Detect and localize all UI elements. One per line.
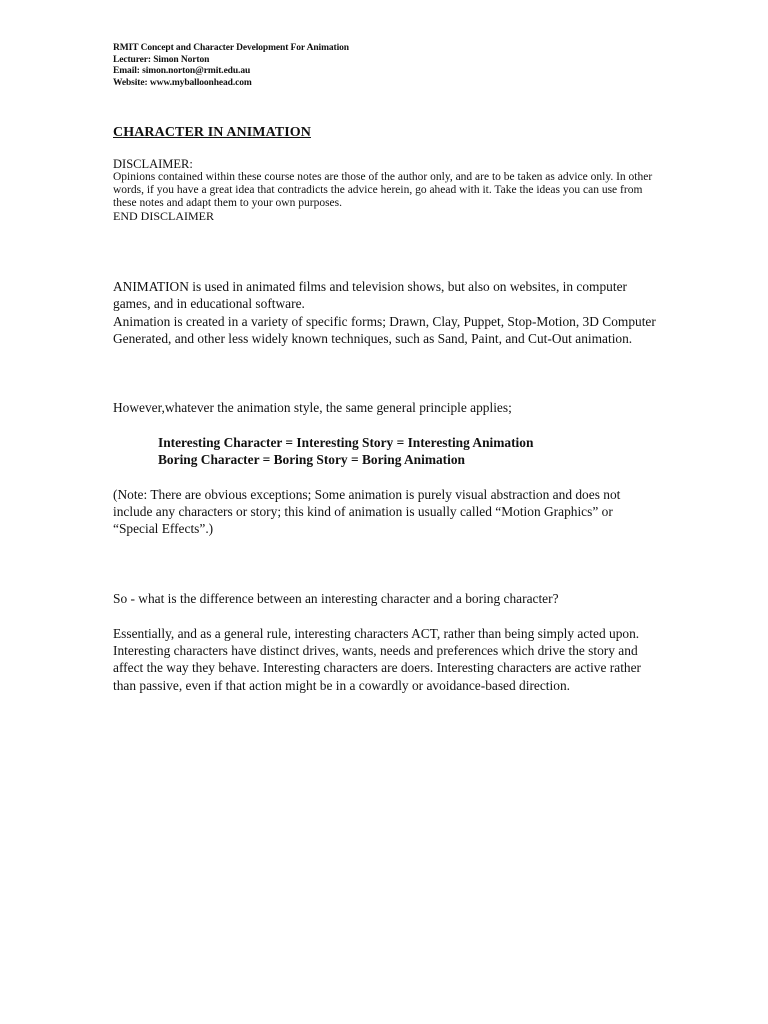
disclaimer-body: Opinions contained within these course notes are those of the author only, and are to be taken as advice only. In other words, if you have a great idea that contradicts the advice herein, go ahead with it. Take the ideas you can use from these notes and adapt them to your own purposes. (113, 171, 653, 209)
lecturer-line: Lecturer: Simon Norton (113, 54, 210, 65)
document-header (113, 43, 349, 89)
disclaimer-block (113, 158, 653, 223)
website-line: Website: www.myballoonhead.com (113, 77, 252, 88)
email-line: Email: simon.norton@rmit.edu.au (113, 66, 251, 76)
paragraph-question: So - what is the difference between an interesting character and a boring character? (113, 591, 559, 606)
equation-interesting: Interesting Character = Interesting Story = Interesting Animation (158, 435, 534, 450)
paragraph-note: (Note: There are obvious exceptions; Some animation is purely visual abstraction and does not include any characters or story; this kind of animation is usually called “Motion Graphics” or “Special Effects”.) (113, 487, 621, 537)
page-title: CHARACTER IN ANIMATION (113, 125, 311, 140)
paragraph-answer: Essentially, and as a general rule, interesting characters ACT, rather than being simply acted upon. Interesting characters have distinct drives, wants, needs and preferences which drive the story and affect the way they behave. Interesting characters are doers. Interesting characters are active rather than passive, even if that action might be in a cowardly or avoidance-based direction. (113, 626, 642, 693)
paragraph-animation-uses: ANIMATION is used in animated films and television shows, but also on websites, in computer games, and in educational software. (113, 279, 627, 312)
paragraph-animation-forms: Animation is created in a variety of specific forms; Drawn, Clay, Puppet, Stop-Motion, 3D Computer Generated, and other less widely known techniques, such as Sand, Paint, and Cut-Out animation. (113, 314, 656, 347)
equation-boring: Boring Character = Boring Story = Boring Animation (158, 452, 466, 468)
disclaimer-label: DISCLAIMER: (113, 157, 193, 171)
course-title: RMIT Concept and Character Development For Animation (113, 43, 349, 53)
principle-equations (158, 434, 533, 469)
disclaimer-end: END DISCLAIMER (113, 209, 214, 223)
paragraph-general-principle: However,whatever the animation style, the same general principle applies; (113, 400, 512, 415)
